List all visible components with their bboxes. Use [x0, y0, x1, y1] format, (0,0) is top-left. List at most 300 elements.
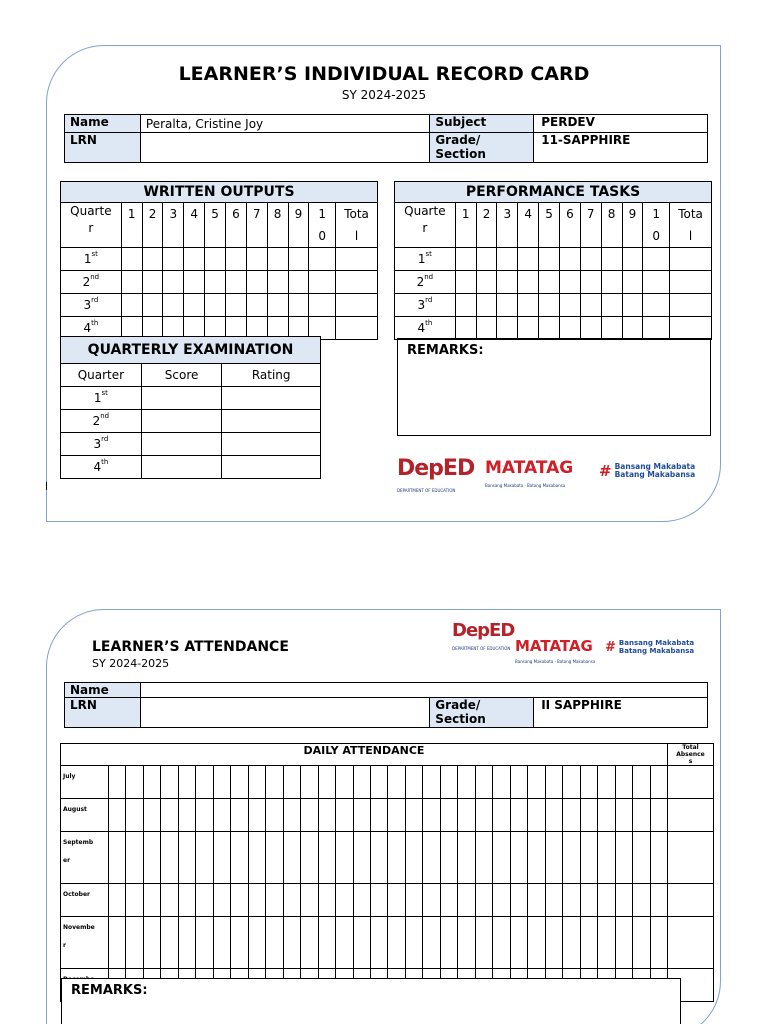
exam-score-cell[interactable]	[141, 410, 222, 433]
day-cell[interactable]	[283, 832, 300, 884]
performance-score-cell[interactable]	[622, 271, 643, 294]
day-cell[interactable]	[143, 766, 160, 799]
day-cell[interactable]	[650, 766, 667, 799]
day-cell[interactable]	[615, 799, 632, 832]
day-cell[interactable]	[423, 766, 440, 799]
performance-score-cell[interactable]	[643, 317, 670, 340]
day-cell[interactable]	[475, 832, 492, 884]
performance-score-cell[interactable]	[455, 317, 476, 340]
grade-section-value[interactable]: 11-SAPPHIRE	[534, 133, 708, 163]
day-cell[interactable]	[161, 884, 178, 917]
written-score-cell[interactable]	[288, 271, 309, 294]
total-absences-cell[interactable]	[667, 884, 713, 917]
performance-score-cell[interactable]	[670, 248, 712, 271]
day-cell[interactable]	[143, 832, 160, 884]
performance-col-3: 3	[497, 203, 518, 248]
day-cell[interactable]	[248, 766, 265, 799]
day-cell[interactable]	[598, 917, 615, 969]
bansang-makabata-logo	[599, 462, 695, 480]
day-cell[interactable]	[213, 799, 230, 832]
day-cell[interactable]	[475, 799, 492, 832]
day-cell[interactable]	[301, 832, 318, 884]
day-cell[interactable]	[248, 799, 265, 832]
day-cell[interactable]	[283, 884, 300, 917]
day-cell[interactable]	[510, 799, 527, 832]
day-cell[interactable]	[598, 766, 615, 799]
written-score-cell[interactable]	[309, 248, 336, 271]
written-score-cell[interactable]	[309, 271, 336, 294]
written-score-cell[interactable]	[246, 294, 267, 317]
day-cell[interactable]	[650, 917, 667, 969]
written-score-cell[interactable]	[246, 271, 267, 294]
day-cell[interactable]	[318, 884, 335, 917]
performance-score-cell[interactable]	[497, 317, 518, 340]
day-cell[interactable]	[266, 884, 283, 917]
exam-score-cell[interactable]	[141, 433, 222, 456]
performance-score-cell[interactable]	[539, 248, 560, 271]
day-cell[interactable]	[371, 799, 388, 832]
day-cell[interactable]	[301, 917, 318, 969]
day-cell[interactable]	[248, 832, 265, 884]
day-cell[interactable]	[108, 832, 125, 884]
day-cell[interactable]	[353, 917, 370, 969]
day-cell[interactable]	[126, 884, 143, 917]
day-cell[interactable]	[248, 884, 265, 917]
attendance-name-value[interactable]	[140, 683, 707, 698]
attendance-row	[61, 799, 714, 832]
performance-col-total	[670, 203, 712, 248]
day-cell[interactable]	[353, 884, 370, 917]
performance-score-cell[interactable]	[601, 317, 622, 340]
exam-rating-cell[interactable]	[222, 456, 321, 479]
written-score-cell[interactable]	[142, 248, 163, 271]
performance-score-cell[interactable]	[670, 294, 712, 317]
day-cell[interactable]	[336, 799, 353, 832]
day-cell[interactable]	[475, 766, 492, 799]
written-quarter-suffix: th	[91, 319, 99, 327]
day-cell[interactable]	[178, 799, 195, 832]
day-cell[interactable]	[283, 917, 300, 969]
day-cell[interactable]	[371, 766, 388, 799]
day-cell[interactable]	[388, 832, 405, 884]
written-score-cell[interactable]	[163, 294, 184, 317]
attendance-grade-section-value[interactable]: II SAPPHIRE	[534, 698, 708, 728]
written-score-cell[interactable]	[121, 271, 142, 294]
day-cell[interactable]	[283, 799, 300, 832]
performance-score-cell[interactable]	[670, 317, 712, 340]
day-cell[interactable]	[633, 917, 650, 969]
day-cell[interactable]	[528, 799, 545, 832]
record-card-title: LEARNER’S INDIVIDUAL RECORD CARD	[178, 63, 590, 85]
day-cell[interactable]	[196, 799, 213, 832]
written-col-total	[336, 203, 378, 248]
matatag-logo-2	[515, 638, 595, 670]
day-cell[interactable]	[353, 832, 370, 884]
exam-quarter-num: 1	[93, 391, 102, 405]
deped-logo	[397, 458, 474, 502]
day-cell[interactable]	[108, 766, 125, 799]
day-cell[interactable]	[126, 832, 143, 884]
day-cell[interactable]	[615, 884, 632, 917]
exam-quarter-cell	[61, 433, 142, 456]
day-cell[interactable]	[510, 832, 527, 884]
performance-score-cell[interactable]	[518, 248, 539, 271]
day-cell[interactable]	[423, 884, 440, 917]
day-cell[interactable]	[633, 832, 650, 884]
day-cell[interactable]	[301, 766, 318, 799]
performance-score-cell[interactable]	[476, 317, 497, 340]
day-cell[interactable]	[371, 917, 388, 969]
day-cell[interactable]	[510, 884, 527, 917]
record-remarks-box[interactable]	[397, 338, 711, 436]
day-cell[interactable]	[196, 884, 213, 917]
written-score-cell[interactable]	[267, 248, 288, 271]
day-cell[interactable]	[336, 884, 353, 917]
day-cell[interactable]	[440, 766, 457, 799]
performance-score-cell[interactable]	[497, 248, 518, 271]
day-cell[interactable]	[545, 766, 562, 799]
performance-score-cell[interactable]	[580, 317, 601, 340]
day-cell[interactable]	[143, 799, 160, 832]
exam-score-cell[interactable]	[141, 387, 222, 410]
written-score-cell[interactable]	[336, 317, 378, 340]
exam-quarter-cell	[61, 410, 142, 433]
total-absences-line2: Absence	[676, 751, 705, 758]
performance-score-cell[interactable]	[539, 317, 560, 340]
day-cell[interactable]	[231, 917, 248, 969]
performance-score-cell[interactable]	[539, 271, 560, 294]
performance-score-cell[interactable]	[559, 317, 580, 340]
day-cell[interactable]	[615, 766, 632, 799]
performance-score-cell[interactable]	[643, 294, 670, 317]
written-score-cell[interactable]	[184, 294, 205, 317]
performance-score-cell[interactable]	[497, 271, 518, 294]
day-cell[interactable]	[510, 766, 527, 799]
performance-score-cell[interactable]	[518, 317, 539, 340]
day-cell[interactable]	[493, 799, 510, 832]
day-cell[interactable]	[528, 832, 545, 884]
performance-score-cell[interactable]	[601, 294, 622, 317]
day-cell[interactable]	[475, 884, 492, 917]
performance-row	[395, 294, 712, 317]
day-cell[interactable]	[458, 799, 475, 832]
written-score-cell[interactable]	[225, 248, 246, 271]
day-cell[interactable]	[598, 884, 615, 917]
performance-score-cell[interactable]	[580, 294, 601, 317]
day-cell[interactable]	[423, 917, 440, 969]
written-score-cell[interactable]	[205, 271, 226, 294]
day-cell[interactable]	[493, 766, 510, 799]
day-cell[interactable]	[213, 832, 230, 884]
day-cell[interactable]	[598, 799, 615, 832]
day-cell[interactable]	[650, 884, 667, 917]
written-score-cell[interactable]	[267, 271, 288, 294]
day-cell[interactable]	[563, 917, 580, 969]
day-cell[interactable]	[161, 917, 178, 969]
day-cell[interactable]	[633, 799, 650, 832]
day-cell[interactable]	[126, 766, 143, 799]
day-cell[interactable]	[143, 884, 160, 917]
day-cell[interactable]	[405, 799, 422, 832]
day-cell[interactable]	[580, 799, 597, 832]
written-score-cell[interactable]	[225, 294, 246, 317]
day-cell[interactable]	[510, 917, 527, 969]
performance-score-cell[interactable]	[601, 248, 622, 271]
day-cell[interactable]	[353, 799, 370, 832]
day-cell[interactable]	[388, 766, 405, 799]
performance-score-cell[interactable]	[518, 271, 539, 294]
written-score-cell[interactable]	[267, 294, 288, 317]
day-cell[interactable]	[161, 799, 178, 832]
written-score-cell[interactable]	[205, 294, 226, 317]
day-cell[interactable]	[580, 832, 597, 884]
day-cell[interactable]	[563, 832, 580, 884]
day-cell[interactable]	[231, 766, 248, 799]
day-cell[interactable]	[371, 832, 388, 884]
day-cell[interactable]	[598, 832, 615, 884]
day-cell[interactable]	[545, 832, 562, 884]
performance-score-cell[interactable]	[476, 248, 497, 271]
subject-value[interactable]: PERDEV	[534, 115, 708, 133]
exam-row	[61, 387, 321, 410]
day-cell[interactable]	[266, 766, 283, 799]
day-cell[interactable]	[545, 917, 562, 969]
day-cell[interactable]	[318, 832, 335, 884]
day-cell[interactable]	[528, 917, 545, 969]
day-cell[interactable]	[388, 917, 405, 969]
day-cell[interactable]	[371, 884, 388, 917]
day-cell[interactable]	[405, 917, 422, 969]
day-cell[interactable]	[493, 832, 510, 884]
performance-score-cell[interactable]	[455, 294, 476, 317]
day-cell[interactable]	[178, 832, 195, 884]
attendance-lrn-value[interactable]	[140, 698, 429, 728]
exam-row	[61, 433, 321, 456]
written-col-8: 8	[267, 203, 288, 248]
exam-quarter-suffix: th	[101, 458, 109, 466]
performance-col-total-line1: Tota	[678, 207, 703, 221]
day-cell[interactable]	[493, 884, 510, 917]
written-score-cell[interactable]	[163, 248, 184, 271]
written-col-9: 9	[288, 203, 309, 248]
written-score-cell[interactable]	[336, 294, 378, 317]
day-cell[interactable]	[161, 766, 178, 799]
written-score-cell[interactable]	[184, 271, 205, 294]
day-cell[interactable]	[196, 832, 213, 884]
day-cell[interactable]	[405, 766, 422, 799]
performance-score-cell[interactable]	[622, 248, 643, 271]
day-cell[interactable]	[563, 884, 580, 917]
day-cell[interactable]	[405, 832, 422, 884]
written-score-cell[interactable]	[121, 294, 142, 317]
day-cell[interactable]	[633, 766, 650, 799]
written-score-cell[interactable]	[336, 271, 378, 294]
day-cell[interactable]	[388, 884, 405, 917]
day-cell[interactable]	[178, 766, 195, 799]
performance-score-cell[interactable]	[580, 248, 601, 271]
day-cell[interactable]	[248, 917, 265, 969]
month-label-line1: July	[63, 773, 76, 780]
day-cell[interactable]	[440, 884, 457, 917]
performance-score-cell[interactable]	[643, 271, 670, 294]
day-cell[interactable]	[423, 832, 440, 884]
total-absences-cell[interactable]	[667, 917, 713, 969]
day-cell[interactable]	[353, 766, 370, 799]
total-absences-cell[interactable]	[667, 832, 713, 884]
day-cell[interactable]	[405, 884, 422, 917]
day-cell[interactable]	[650, 799, 667, 832]
written-quarter-num: 3	[83, 298, 92, 312]
performance-score-cell[interactable]	[455, 248, 476, 271]
written-score-cell[interactable]	[163, 271, 184, 294]
written-col-6: 6	[225, 203, 246, 248]
day-cell[interactable]	[108, 799, 125, 832]
day-cell[interactable]	[178, 917, 195, 969]
day-cell[interactable]	[528, 884, 545, 917]
exam-row	[61, 410, 321, 433]
day-cell[interactable]	[231, 799, 248, 832]
day-cell[interactable]	[143, 917, 160, 969]
written-score-cell[interactable]	[288, 294, 309, 317]
name-value[interactable]: Peralta, Cristine Joy	[140, 115, 429, 133]
day-cell[interactable]	[266, 832, 283, 884]
attendance-row	[61, 884, 714, 917]
written-score-cell[interactable]	[336, 248, 378, 271]
day-cell[interactable]	[440, 917, 457, 969]
performance-score-cell[interactable]	[518, 294, 539, 317]
written-score-cell[interactable]	[309, 294, 336, 317]
day-cell[interactable]	[231, 884, 248, 917]
performance-score-cell[interactable]	[476, 294, 497, 317]
day-cell[interactable]	[615, 917, 632, 969]
written-col-quarter	[61, 203, 122, 248]
day-cell[interactable]	[458, 917, 475, 969]
day-cell[interactable]	[126, 799, 143, 832]
written-score-cell[interactable]	[205, 248, 226, 271]
total-absences-cell[interactable]	[667, 799, 713, 832]
exam-score-cell[interactable]	[141, 456, 222, 479]
day-cell[interactable]	[580, 917, 597, 969]
performance-score-cell[interactable]	[559, 248, 580, 271]
attendance-grade-line1: Grade/	[435, 698, 481, 712]
written-score-cell[interactable]	[121, 248, 142, 271]
written-col-total-line2: l	[354, 229, 359, 243]
day-cell[interactable]	[196, 917, 213, 969]
day-cell[interactable]	[528, 766, 545, 799]
day-cell[interactable]	[633, 884, 650, 917]
day-cell[interactable]	[213, 917, 230, 969]
performance-score-cell[interactable]	[643, 248, 670, 271]
written-quarter-cell	[61, 271, 122, 294]
performance-col-10-line2: 0	[652, 229, 661, 243]
day-cell[interactable]	[283, 766, 300, 799]
day-cell[interactable]	[318, 766, 335, 799]
day-cell[interactable]	[580, 884, 597, 917]
day-cell[interactable]	[475, 917, 492, 969]
day-cell[interactable]	[440, 799, 457, 832]
exam-rating-cell[interactable]	[222, 433, 321, 456]
written-score-cell[interactable]	[246, 248, 267, 271]
written-score-cell[interactable]	[225, 271, 246, 294]
day-cell[interactable]	[161, 832, 178, 884]
day-cell[interactable]	[650, 832, 667, 884]
performance-score-cell[interactable]	[455, 271, 476, 294]
day-cell[interactable]	[336, 766, 353, 799]
day-cell[interactable]	[493, 917, 510, 969]
month-cell	[61, 799, 109, 832]
performance-row	[395, 317, 712, 340]
performance-quarter-suffix: nd	[424, 273, 434, 281]
written-score-cell[interactable]	[142, 271, 163, 294]
exam-rating-cell[interactable]	[222, 410, 321, 433]
performance-score-cell[interactable]	[539, 294, 560, 317]
performance-score-cell[interactable]	[559, 271, 580, 294]
day-cell[interactable]	[318, 917, 335, 969]
performance-score-cell[interactable]	[476, 271, 497, 294]
performance-score-cell[interactable]	[559, 294, 580, 317]
performance-quarter-suffix: th	[425, 319, 433, 327]
day-cell[interactable]	[266, 799, 283, 832]
day-cell[interactable]	[440, 832, 457, 884]
day-cell[interactable]	[615, 832, 632, 884]
day-cell[interactable]	[108, 884, 125, 917]
total-absences-line1: Total	[682, 744, 699, 751]
day-cell[interactable]	[213, 884, 230, 917]
day-cell[interactable]	[266, 917, 283, 969]
written-score-cell[interactable]	[288, 248, 309, 271]
day-cell[interactable]	[388, 799, 405, 832]
exam-rating-cell[interactable]	[222, 387, 321, 410]
day-cell[interactable]	[458, 766, 475, 799]
day-cell[interactable]	[458, 884, 475, 917]
performance-score-cell[interactable]	[622, 294, 643, 317]
attendance-remarks-box[interactable]	[61, 978, 681, 1024]
day-cell[interactable]	[545, 799, 562, 832]
written-score-cell[interactable]	[142, 294, 163, 317]
day-cell[interactable]	[213, 766, 230, 799]
written-score-cell[interactable]	[184, 248, 205, 271]
total-absences-cell[interactable]	[667, 766, 713, 799]
day-cell[interactable]	[301, 799, 318, 832]
day-cell[interactable]	[108, 917, 125, 969]
performance-tasks-table	[394, 181, 712, 340]
day-cell[interactable]	[301, 884, 318, 917]
day-cell[interactable]	[580, 766, 597, 799]
day-cell[interactable]	[126, 917, 143, 969]
performance-score-cell[interactable]	[670, 271, 712, 294]
day-cell[interactable]	[458, 832, 475, 884]
lrn-value[interactable]	[140, 133, 429, 163]
written-col-7: 7	[246, 203, 267, 248]
day-cell[interactable]	[336, 832, 353, 884]
performance-score-cell[interactable]	[622, 317, 643, 340]
performance-score-cell[interactable]	[580, 271, 601, 294]
day-cell[interactable]	[336, 917, 353, 969]
day-cell[interactable]	[231, 832, 248, 884]
day-cell[interactable]	[545, 884, 562, 917]
day-cell[interactable]	[423, 799, 440, 832]
performance-score-cell[interactable]	[601, 271, 622, 294]
performance-score-cell[interactable]	[497, 294, 518, 317]
day-cell[interactable]	[196, 766, 213, 799]
day-cell[interactable]	[563, 799, 580, 832]
matatag-logo-2-text: MATATAG	[515, 637, 593, 655]
day-cell[interactable]	[318, 799, 335, 832]
day-cell[interactable]	[563, 766, 580, 799]
exam-quarter-num: 3	[93, 437, 102, 451]
exam-quarter-cell	[61, 456, 142, 479]
day-cell[interactable]	[178, 884, 195, 917]
